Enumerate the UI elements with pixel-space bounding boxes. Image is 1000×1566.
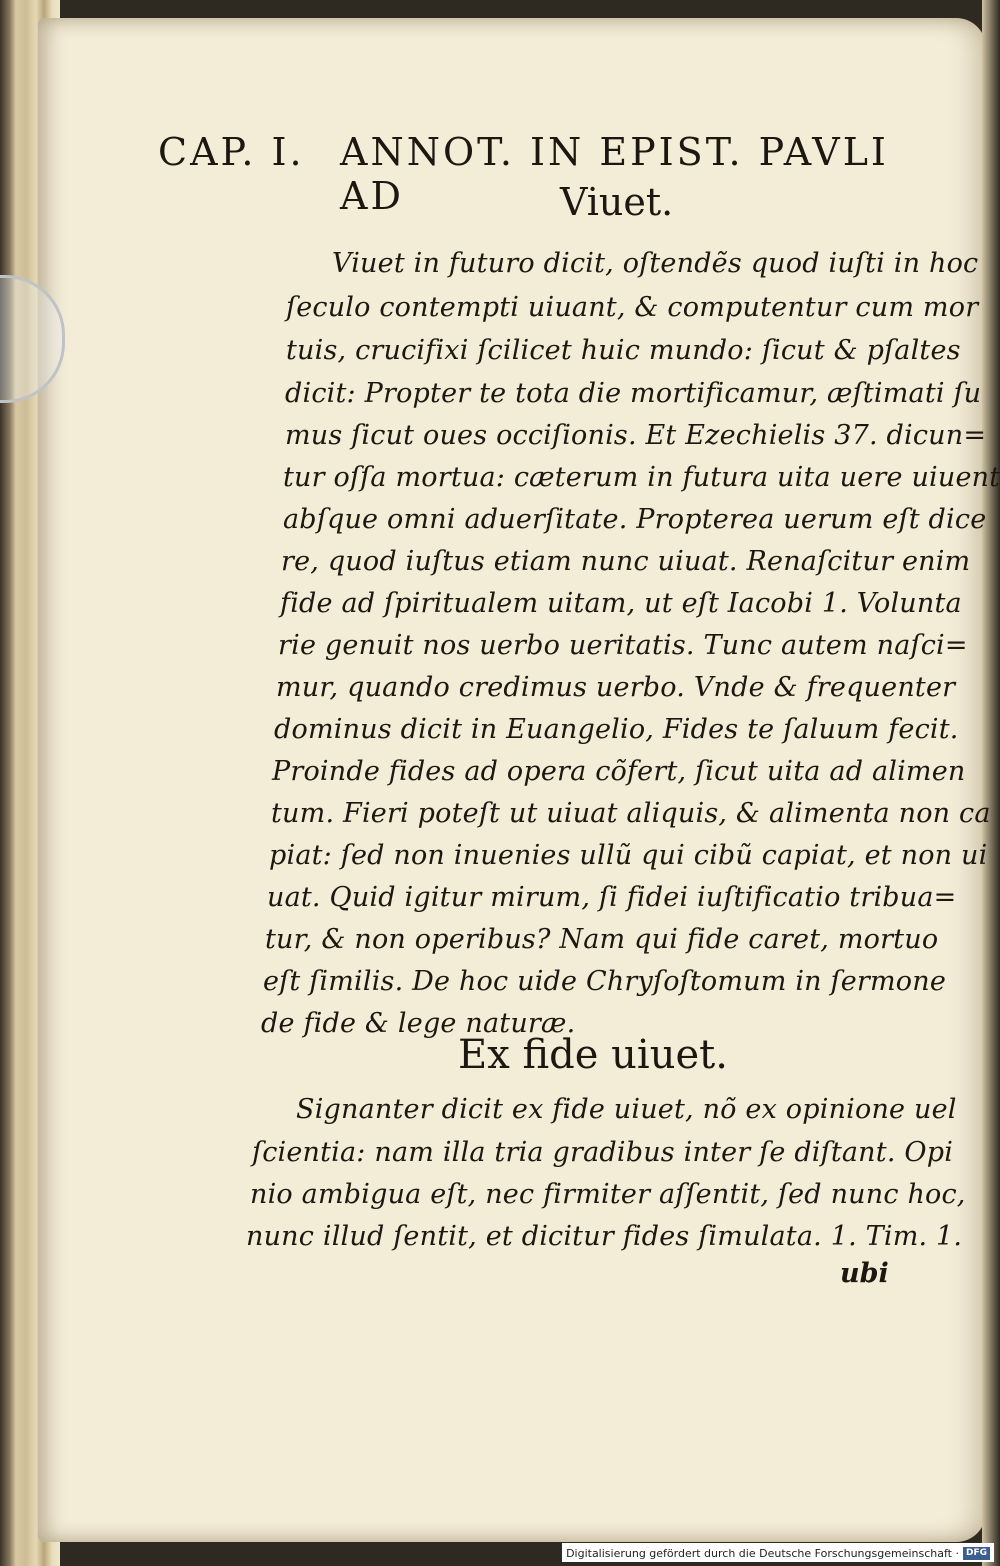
text-line: piat: ſed non inuenies ullũ qui cibũ capiat, et non ui [269,840,988,871]
text-line: abſque omni aduerſitate. Propterea uerum eſt dice [283,504,987,535]
text-line: mus ſicut oues occiſionis. Et Ezechielis 37. dicun= [285,420,987,451]
text-line: rie genuit nos uerbo ueritatis. Tunc autem naſci= [278,630,968,661]
section-heading: Ex fide uiuet. [458,1032,728,1078]
text-line: de fide & lege naturæ. [261,1008,576,1039]
text-line: ſcientia: nam illa tria gradibus inter ſe diſtant. Opi [252,1137,954,1168]
text-line: fide ad ſpiritualem uitam, ut eſt Iacobi 1. Volunta [280,588,962,619]
footer-credit [562,1543,994,1562]
footer-credit-text: Digitalisierung gefördert durch die Deutsche Forschungsgemeinschaft · [566,1546,959,1560]
text-line: dicit: Propter te tota die mortificamur, æſtimati ſu [285,378,982,409]
running-title: ANNOT. IN EPIST. PAVLI AD [340,130,889,218]
text-line: nio ambigua eſt, nec firmiter aſſentit, ſed nunc hoc, [250,1179,966,1210]
text-line: ſeculo contempti uiuant, & computentur cum mor [286,292,979,323]
text-line: tum. Fieri poteſt ut uiuat aliquis, & alimenta non ca [271,798,991,829]
text-line: eſt ſimilis. De hoc uide Chryſoſtomum in ſermone [263,966,947,997]
chapter-label: CAP. I. [158,130,305,174]
dfg-logo-icon: DFG [963,1547,990,1560]
section-heading: Viuet. [560,180,674,224]
text-line: mur, quando credimus uerbo. Vnde & frequenter [276,672,956,703]
text-line: uat. Quid igitur mirum, ſi fidei iuſtificatio tribua= [267,882,957,913]
text-line: re, quod iuſtus etiam nunc uiuat. Renaſcitur enim [281,546,971,577]
text-line: Viuet in futuro dicit, oſtendẽs quod iuſti in hoc [332,248,979,279]
text-line: tur, & non operibus? Nam qui fide caret, mortuo [265,924,939,955]
catchword: ubi [840,1258,889,1289]
text-line: Proinde fides ad opera cõfert, ſicut uita ad alimen [272,756,966,787]
text-line: tuis, crucifixi ſcilicet huic mundo: ſicut & pſaltes [286,335,961,366]
book-cover-edge [982,0,1000,1566]
text-line: Signanter dicit ex fide uiuet, nõ ex opinione uel [296,1094,957,1125]
text-line: nunc illud ſentit, et dicitur fides ſimulata. 1. Tim. 1. [246,1221,963,1252]
text-line: dominus dicit in Euangelio, Fides te ſaluum fecit. [274,714,959,745]
text-line: tur oſſa mortua: cæterum in futura uita uere uiuent [283,462,1000,493]
